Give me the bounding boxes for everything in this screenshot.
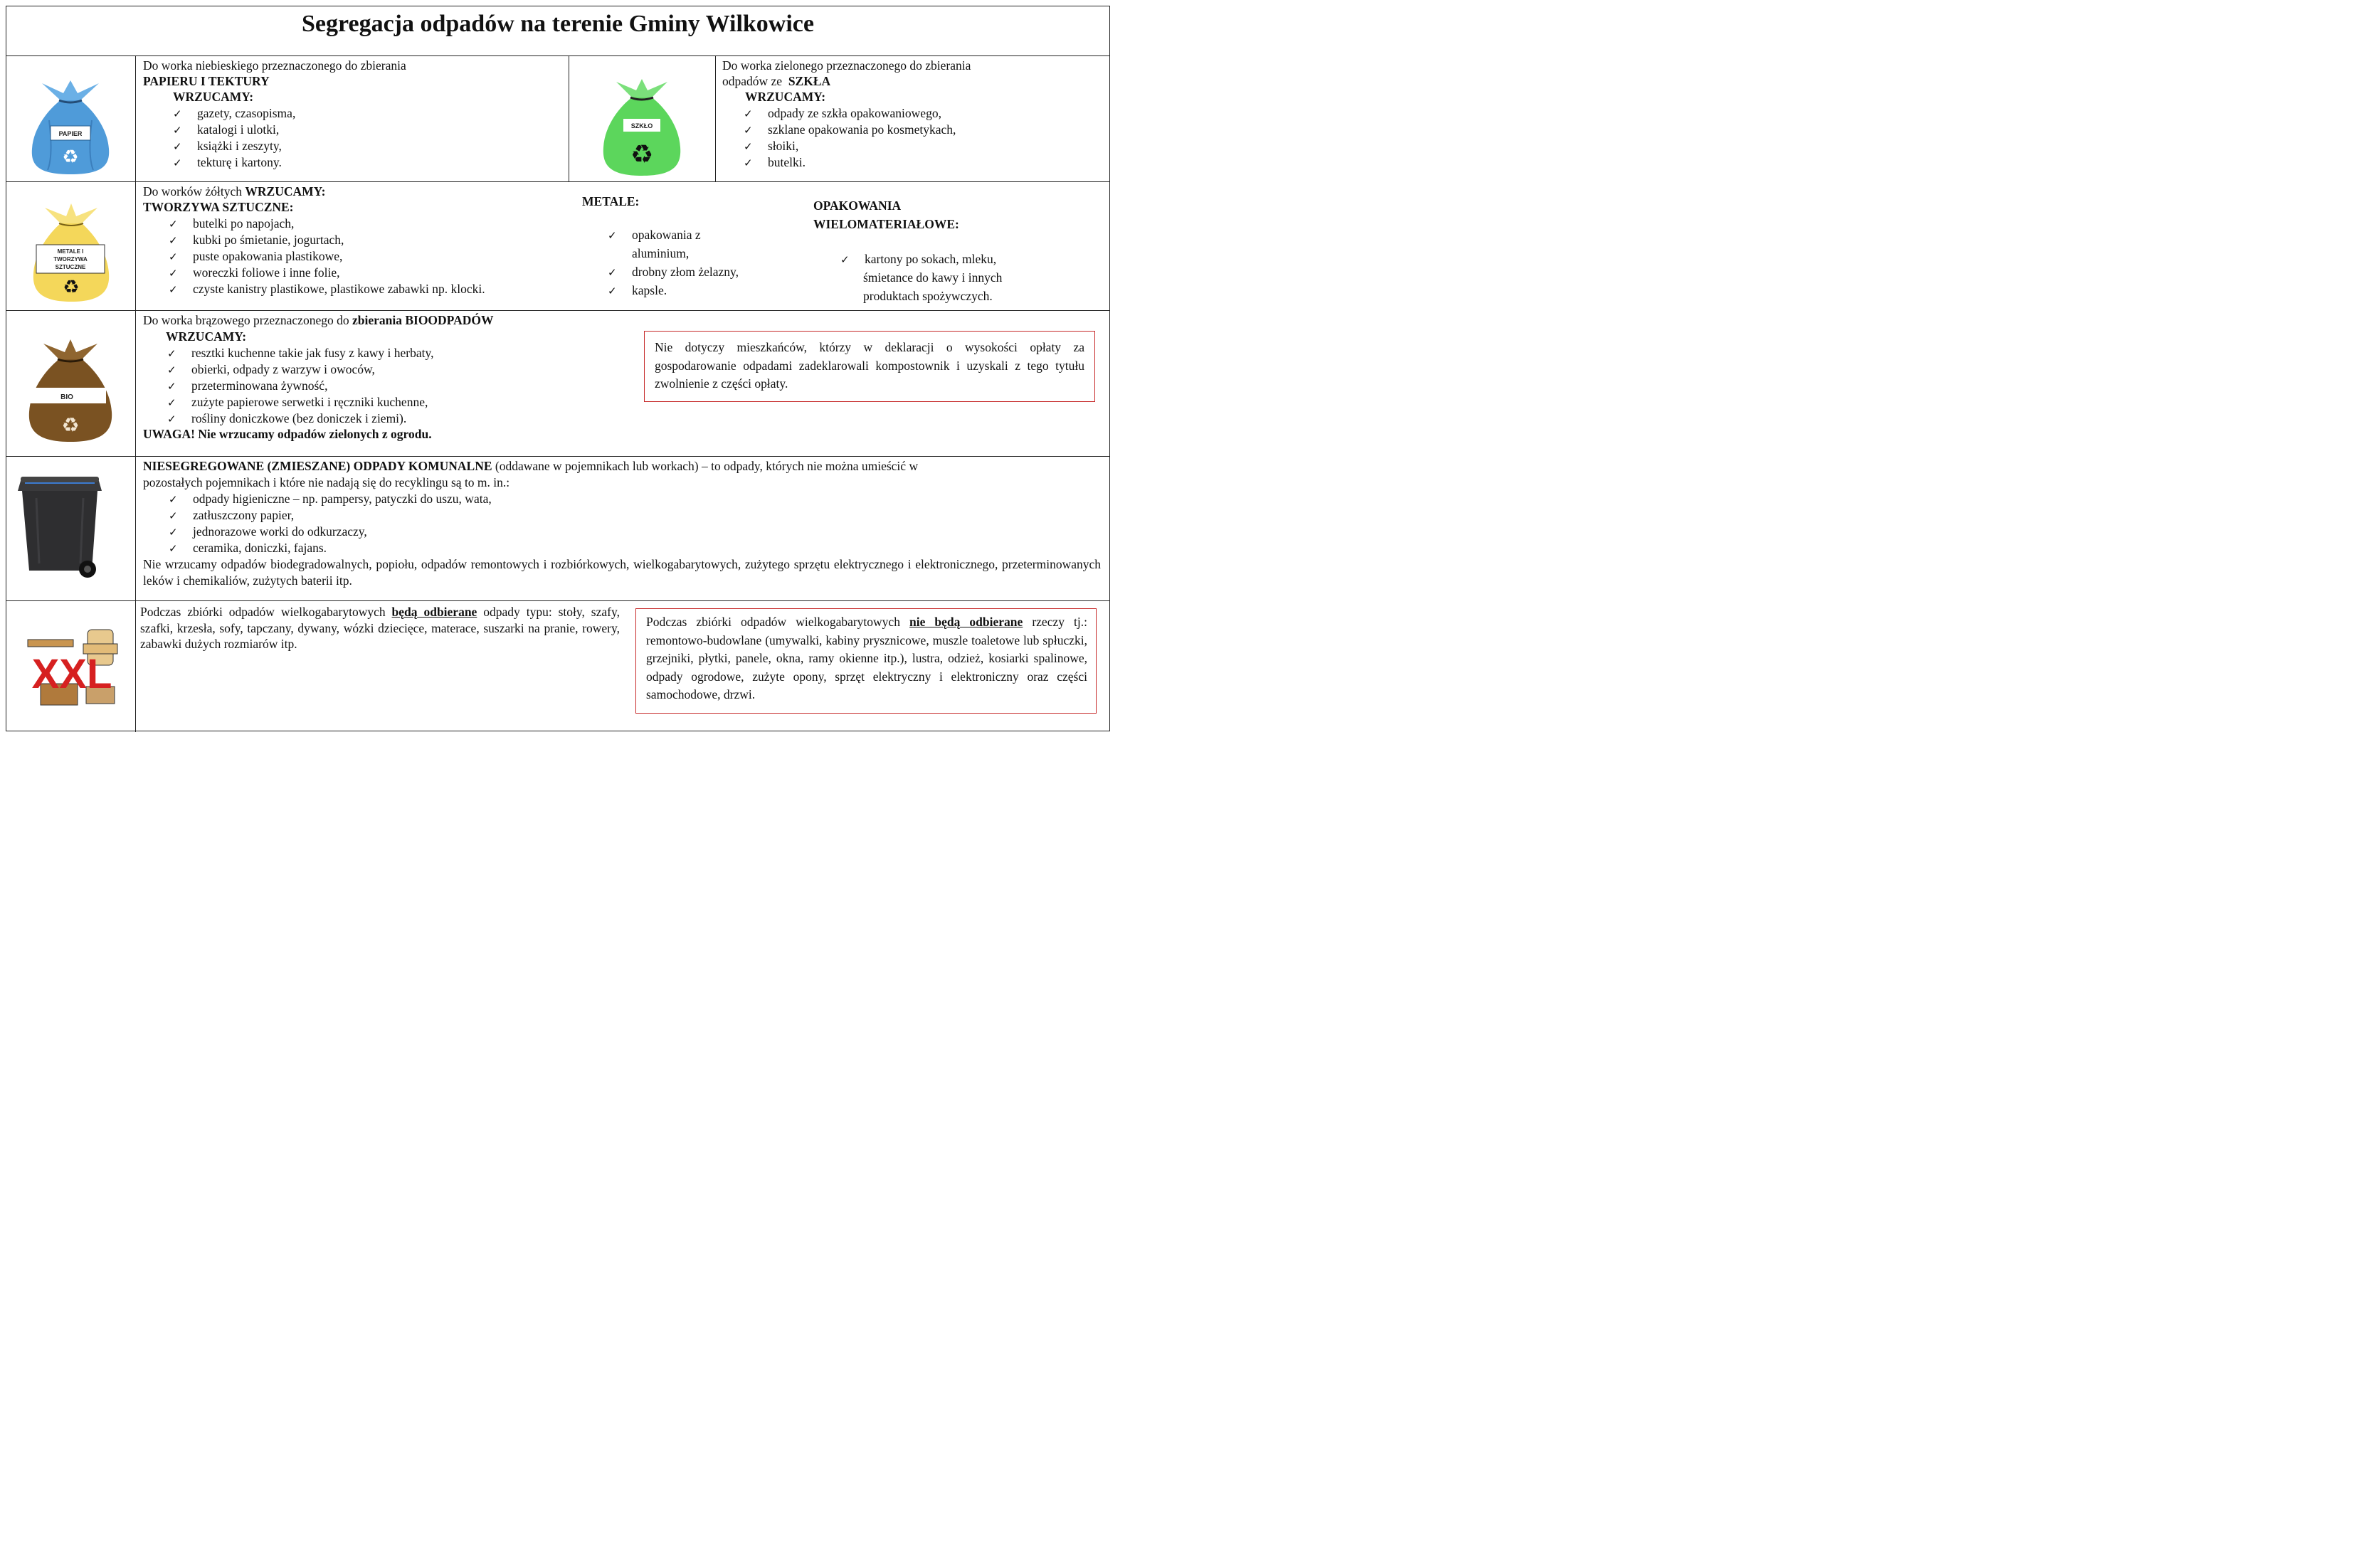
- plastics-heading: TWORZYWA SZTUCZNE:: [143, 200, 294, 214]
- svg-text:♻: ♻: [630, 140, 654, 169]
- yellow-bag-icon: [25, 198, 117, 304]
- svg-text:♻: ♻: [62, 147, 79, 168]
- glass-wrzucamy: WRZUCAMY:: [745, 90, 826, 104]
- metals-item-cont: aluminium,: [632, 246, 690, 260]
- yellow-bag-label-2: TWORZYWA: [53, 256, 88, 263]
- multi-item-cont: produktach spożywczych.: [863, 289, 993, 303]
- mixed-item: ✓ jednorazowe worki do odkurzaczy,: [169, 524, 367, 539]
- svg-text:♻: ♻: [63, 277, 80, 298]
- glass-item: ✓ słoiki,: [744, 139, 799, 153]
- bio-item: ✓ rośliny doniczkowe (bez doniczek i ziemi).: [167, 411, 407, 425]
- bio-item: ✓ przeterminowana żywność,: [167, 378, 328, 393]
- green-glass-bag-icon: [592, 73, 692, 180]
- plastics-item: ✓ woreczki foliowe i inne folie,: [169, 265, 340, 280]
- bio-intro: Do worka brązowego przeznaczonego do zbierania BIOODPADÓW: [143, 313, 494, 327]
- xxl-label: XXL: [31, 651, 112, 697]
- plastics-item: ✓ kubki po śmietanie, jogurtach,: [169, 233, 344, 247]
- glass-intro-line2: odpadów ze SZKŁA: [722, 74, 831, 88]
- bulky-note-box: [635, 608, 1097, 714]
- row-paper-glass: [6, 55, 1109, 181]
- blue-paper-bag-icon: [21, 78, 120, 177]
- glass-intro: Do worka zielonego przeznaczonego do zbierania: [722, 58, 971, 73]
- paper-wrzucamy: WRZUCAMY:: [173, 90, 254, 104]
- paper-item: ✓ książki i zeszyty,: [173, 139, 282, 153]
- paper-item: ✓ gazety, czasopisma,: [173, 106, 296, 120]
- bulky-note: Podczas zbiórki odpadów wielkogabarytowych nie będą odbierane rzeczy tj.: remontowo-budowlane (umywalki, kabiny prysznicowe, muszle toaletowe lub spłuczki, grzejniki, płytki, panele, okna, ramy okienne itp.), lustra, odzież, kosiarki spalinowe, odpady ogrodowe, zużyte opony, sprzęt elektryczny i elektroniczny oraz części samochodowe, drzwi.: [646, 615, 1087, 702]
- row-mixed: [6, 456, 1109, 600]
- mixed-waste-bin-icon: [15, 474, 107, 581]
- row-bio: [6, 310, 1109, 456]
- page-title: Segregacja odpadów na terenie Gminy Wilkowice: [302, 11, 814, 37]
- bio-item: ✓ resztki kuchenne takie jak fusy z kawy i herbaty,: [167, 346, 434, 360]
- mixed-item: ✓ zatłuszczony papier,: [169, 508, 295, 522]
- glass-item: ✓ odpady ze szkła opakowaniowego,: [744, 106, 941, 120]
- metals-item: ✓ opakowania z: [608, 228, 701, 242]
- yellow-bag-label-1: METALE I: [57, 248, 84, 255]
- multi-heading-1: OPAKOWANIA: [813, 198, 902, 213]
- row-yellow: [6, 181, 1109, 310]
- plastics-item: ✓ puste opakowania plastikowe,: [169, 249, 343, 263]
- multi-heading-2: WIELOMATERIAŁOWE:: [813, 217, 959, 231]
- bio-note-box: [644, 331, 1095, 402]
- metals-item: ✓ kapsle.: [608, 283, 667, 297]
- bio-wrzucamy: WRZUCAMY:: [166, 329, 247, 344]
- paper-bag-label: PAPIER: [58, 130, 83, 137]
- bio-warning: UWAGA! Nie wrzucamy odpadów zielonych z ogrodu.: [143, 427, 432, 441]
- metals-heading: METALE:: [582, 194, 640, 208]
- bio-note: Nie dotyczy mieszkańców, którzy w deklaracji o wysokości opłaty za gospodarowanie odpadami zadeklarowali kompostownik i uzyskali z tego tytułu zwolnienie z części opłaty.: [655, 340, 1084, 391]
- yellow-bag-label-3: SZTUCZNE: [55, 264, 86, 270]
- paper-item: ✓ katalogi i ulotki,: [173, 122, 280, 137]
- brown-bio-bag-icon: [21, 332, 120, 446]
- paper-intro: Do worka niebieskiego przeznaczonego do zbierania: [143, 58, 406, 73]
- paper-item: ✓ tekturę i kartony.: [173, 155, 282, 169]
- mixed-footer: Nie wrzucamy odpadów biodegradowalnych, popiołu, odpadów remontowych i rozbiórkowych, wielkogabarytowych, zużytego sprzętu elektrycznego i elektronicznego, przeterminowanych leków i chemikaliów, zużytych baterii itp.: [143, 557, 1101, 588]
- row-bulky: [6, 600, 1109, 732]
- plastics-item: ✓ butelki po napojach,: [169, 216, 295, 231]
- multi-item-cont: śmietance do kawy i innych: [863, 270, 1003, 285]
- metals-item: ✓ drobny złom żelazny,: [608, 265, 739, 279]
- multi-item: ✓ kartony po sokach, mleku,: [840, 252, 997, 266]
- mixed-line2: pozostałych pojemnikach i które nie nadają się do recyklingu są to m. in.:: [143, 475, 510, 489]
- glass-item: ✓ butelki.: [744, 155, 806, 169]
- bulky-furniture-xxl-icon: [26, 615, 119, 708]
- glass-item: ✓ szklane opakowania po kosmetykach,: [744, 122, 956, 137]
- bio-item: ✓ zużyte papierowe serwetki i ręczniki kuchenne,: [167, 395, 428, 409]
- bulky-text: Podczas zbiórki odpadów wielkogabarytowych będą odbierane odpady typu: stoły, szafy, szafki, krzesła, sofy, tapczany, dywany, wózki dziecięce, materace, suszarki na pranie, rowery, zabawki dużych rozmiarów itp.: [140, 605, 620, 652]
- mixed-heading-line: NIESEGREGOWANE (ZMIESZANE) ODPADY KOMUNALNE (oddawane w pojemnikach lub workach) – to odpady, których nie można umieścić w: [143, 459, 919, 473]
- paper-heading: PAPIERU I TEKTURY: [143, 74, 270, 88]
- mixed-item: ✓ ceramika, doniczki, fajans.: [169, 541, 327, 555]
- bio-item: ✓ obierki, odpady z warzyw i owoców,: [167, 362, 375, 376]
- waste-sorting-sheet: [6, 6, 1110, 731]
- glass-bag-label: SZKŁO: [630, 122, 653, 129]
- plastics-item: ✓ czyste kanistry plastikowe, plastikowe zabawki np. klocki.: [169, 282, 485, 296]
- bio-bag-label: BIO: [60, 393, 73, 401]
- yellow-intro: Do worków żółtych WRZUCAMY:: [143, 184, 326, 198]
- svg-text:♻: ♻: [61, 413, 80, 437]
- mixed-item: ✓ odpady higieniczne – np. pampersy, patyczki do uszu, wata,: [169, 492, 492, 506]
